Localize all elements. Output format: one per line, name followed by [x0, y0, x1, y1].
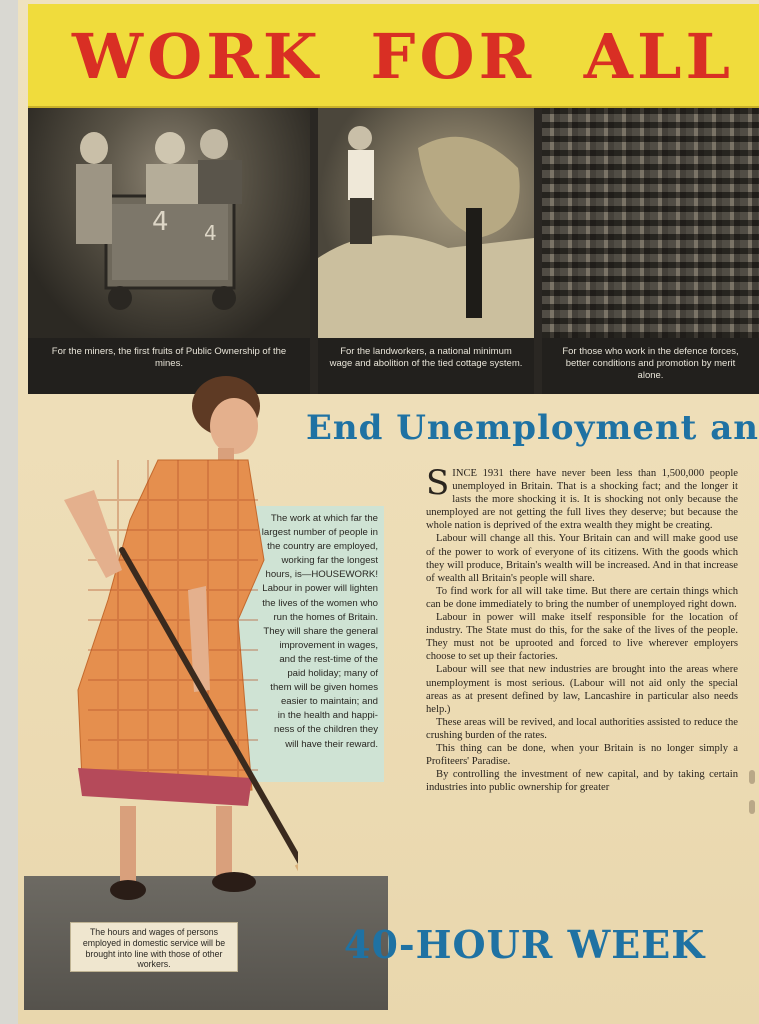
- article-paragraph: Labour will change all this. Your Britain can and will make good use of the power to work of everyone of its citizens. With the goods which they will produce, Britain's wealth will be increased. And in that increase of wealth all Britain's people will share.: [426, 533, 738, 584]
- article-paragraph: To find work for all will take time. But there are certain things which can be done immediately to bring the number of unemployed right down.: [426, 585, 738, 610]
- section-heading: End Unemployment an: [306, 408, 759, 448]
- svg-text:4: 4: [152, 207, 169, 237]
- article-paragraph: [426, 463, 738, 532]
- housework-line: in the health and happi-: [277, 710, 378, 722]
- forty-hour-heading: 40-HOUR WEEK: [344, 922, 706, 967]
- article-body: [426, 463, 738, 794]
- landworkers-caption: For the landworkers, a national minimum wage and abolition of the tied cottage system.: [318, 338, 534, 394]
- housework-line: and the rest-time of the: [279, 653, 378, 665]
- housework-line: will have their reward.: [285, 738, 378, 750]
- photo-troops: [542, 108, 759, 394]
- page-edge: [0, 0, 18, 1024]
- housework-line: They will share the general: [263, 625, 378, 637]
- housework-line: Labour in power will lighten: [262, 583, 378, 595]
- photo-miners: [28, 108, 310, 394]
- article-paragraph: Labour will see that new industries are brought into the areas where unemployment is most serious. (Labour will not aid only the special areas as at present defined by law, Lancashire in particular also needs help.): [426, 664, 738, 715]
- page-title: WORK FOR ALL: [72, 20, 735, 93]
- drop-cap: S: [426, 463, 450, 503]
- housework-line: ness of the children they: [274, 724, 378, 736]
- title-banner: [28, 4, 759, 108]
- landworkers-photo-image: [318, 108, 534, 338]
- photo-landworkers: [318, 108, 534, 394]
- housework-line: hours, is—HOUSEWORK!: [265, 569, 378, 581]
- housework-line: working far the longest: [281, 555, 378, 567]
- housework-line: largest number of people in: [261, 527, 378, 539]
- housework-text: [228, 512, 378, 752]
- photo-strip: [28, 108, 759, 394]
- housework-line: the country are employed,: [267, 541, 378, 553]
- housework-line: paid holiday; many of: [287, 668, 378, 680]
- staple-mark: [749, 770, 755, 784]
- housework-line: The work at which far the: [270, 513, 378, 524]
- article-paragraph-text: INCE 1931 there have never been less than 1,500,000 people unemployed in Britain. That is a shocking fact; and the longer it lasts the more shocking it is. It is shocking not only because the unemployed are not getting the full lives they deserve; but because the whole nation is deprived of the extra wealth they might be creating.: [426, 468, 738, 532]
- article-paragraph: These areas will be revived, and local authorities assisted to reduce the crushing burden of the rates.: [426, 716, 738, 741]
- svg-text:4: 4: [204, 221, 217, 245]
- troops-caption: For those who work in the defence forces, better conditions and promotion by merit alone.: [542, 338, 759, 394]
- housework-line: the lives of the women who: [262, 597, 378, 609]
- article-paragraph: By controlling the investment of new capital, and by taking certain industries into public ownership for greater: [426, 769, 738, 794]
- housework-line: easier to maintain; and: [280, 696, 378, 708]
- article-paragraph: This thing can be done, when your Britain is no longer simply a Profiteers' Paradise.: [426, 742, 738, 768]
- domestic-service-caption: The hours and wages of persons employed in domestic service will be brought into line with those of other workers.: [70, 922, 238, 972]
- troops-photo-image: [542, 108, 759, 338]
- miners-photo-image: [28, 108, 310, 338]
- leaflet-page: [18, 0, 759, 1024]
- staple-mark: [749, 800, 755, 814]
- housework-line: improvement in wages,: [279, 639, 378, 651]
- housework-line: run the homes of Britain.: [273, 611, 378, 623]
- article-paragraph: Labour in power will make itself responsible for the location of industry. The State must do this, for the sake of the lives of the people. They must not be uprooted and forced to live wherever employers choose to set up their factories.: [426, 612, 738, 663]
- housework-line: them will be given homes: [270, 682, 378, 694]
- miners-caption: For the miners, the first fruits of Public Ownership of the mines.: [28, 338, 310, 394]
